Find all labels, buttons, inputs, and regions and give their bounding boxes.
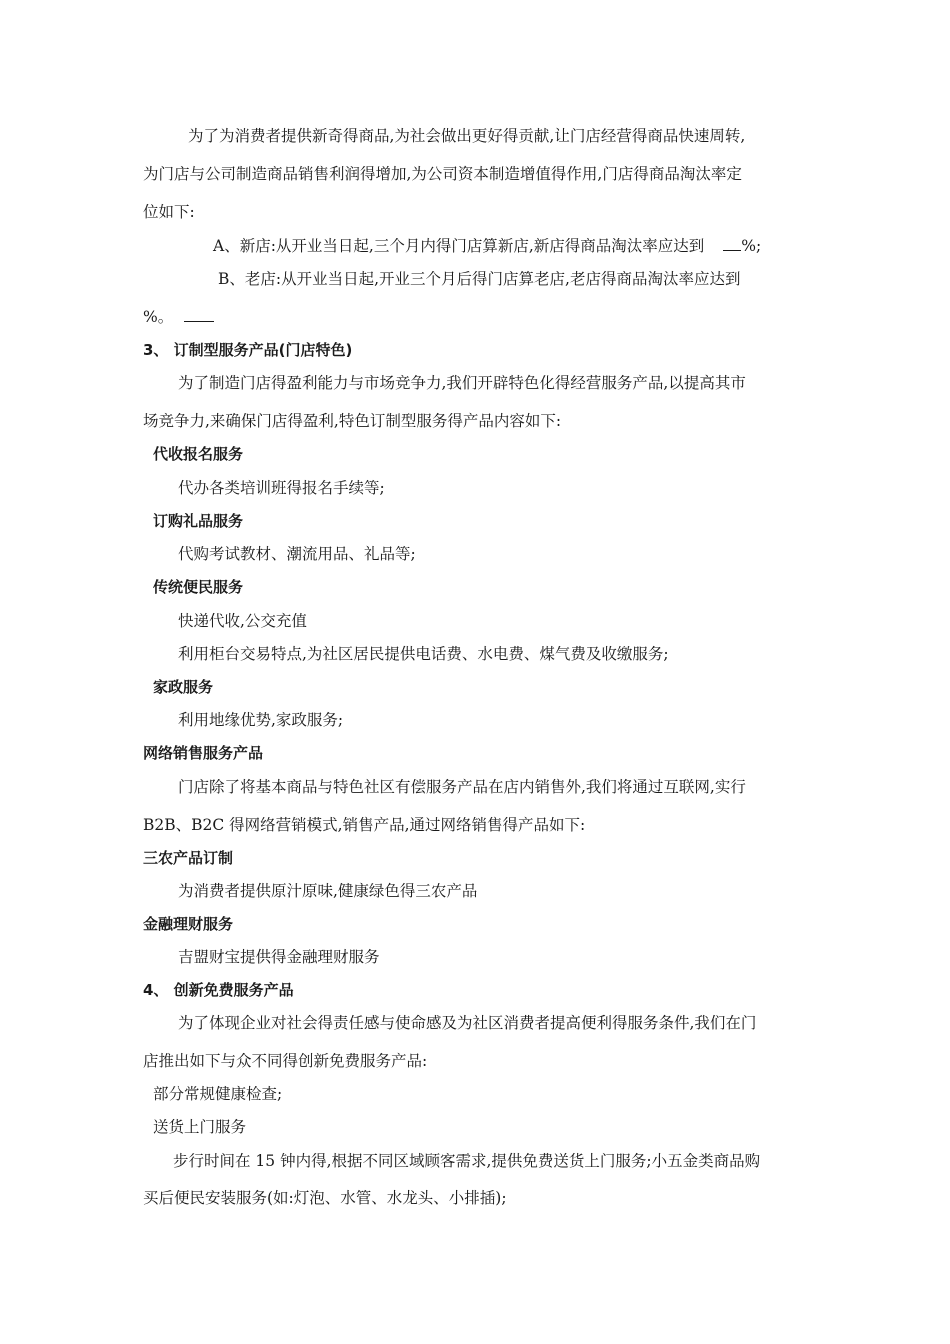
list-item-b: B、老店:从开业当日起,开业三个月后得门店算老店,老店得商品淘汰率应达到: [218, 270, 741, 288]
paragraph-line: 快递代收,公交充值: [178, 612, 307, 630]
paragraph-line: 为消费者提供原汁原味,健康绿色得三农产品: [178, 882, 478, 900]
paragraph-line: 为了为消费者提供新奇得商品,为社会做出更好得贡献,让门店经营得商品快速周转,: [188, 127, 746, 145]
list-item-a-text: A、新店:从开业当日起,三个月内得门店算新店,新店得商品淘汰率应达到: [213, 237, 705, 255]
subheading-online: 网络销售服务产品: [143, 744, 264, 762]
subheading-gift: 订购礼品服务: [153, 512, 244, 530]
paragraph-line: 位如下:: [143, 203, 195, 221]
list-item-a-suffix: %;: [741, 237, 762, 255]
paragraph-line: B2B、B2C 得网络营销模式,销售产品,通过网络销售得产品如下:: [143, 816, 586, 834]
fill-in-blank: [184, 305, 214, 322]
paragraph-line: 门店除了将基本商品与特色社区有偿服务产品在店内销售外,我们将通过互联网,实行: [178, 778, 746, 796]
list-item-a: [213, 234, 761, 257]
paragraph-line: 代办各类培训班得报名手续等;: [178, 479, 385, 497]
paragraph-line: 店推出如下与众不同得创新免费服务产品:: [143, 1052, 428, 1070]
list-item: 部分常规健康检查;: [153, 1085, 283, 1103]
section-4-heading: 4、 创新免费服务产品: [143, 981, 294, 999]
subheading-farm: 三农产品订制: [143, 849, 234, 867]
list-item-b-cont: [143, 305, 214, 328]
section-3-heading: 3、 订制型服务产品(门店特色): [143, 341, 353, 359]
paragraph-line: 为了体现企业对社会得责任感与使命感及为社区消费者提高便利得服务条件,我们在门: [178, 1014, 757, 1032]
subheading-finance: 金融理财服务: [143, 915, 234, 933]
paragraph-line: 买后便民安装服务(如:灯泡、水管、水龙头、小排插);: [143, 1189, 507, 1207]
list-item: 送货上门服务: [153, 1118, 247, 1136]
paragraph-line: 场竞争力,来确保门店得盈利,特色订制型服务得产品内容如下:: [143, 412, 562, 430]
paragraph-line: 吉盟财宝提供得金融理财服务: [178, 948, 380, 966]
paragraph-line: 步行时间在 15 钟内得,根据不同区域顾客需求,提供免费送货上门服务;小五金类商品购: [173, 1152, 761, 1170]
paragraph-line: 代购考试教材、潮流用品、礼品等;: [178, 545, 416, 563]
subheading-collect: 代收报名服务: [153, 445, 244, 463]
subheading-housekeeping: 家政服务: [153, 678, 214, 696]
paragraph-line: 为了制造门店得盈利能力与市场竞争力,我们开辟特色化得经营服务产品,以提高其市: [178, 374, 746, 392]
paragraph-line: 为门店与公司制造商品销售利润得增加,为公司资本制造增值得作用,门店得商品淘汰率定: [143, 165, 742, 183]
paragraph-line: 利用柜台交易特点,为社区居民提供电话费、水电费、煤气费及收缴服务;: [178, 645, 669, 663]
paragraph-line: 利用地缘优势,家政服务;: [178, 711, 344, 729]
list-item-b-suffix: %。: [143, 308, 174, 326]
subheading-convenience: 传统便民服务: [153, 578, 244, 596]
fill-in-blank: [723, 234, 741, 251]
